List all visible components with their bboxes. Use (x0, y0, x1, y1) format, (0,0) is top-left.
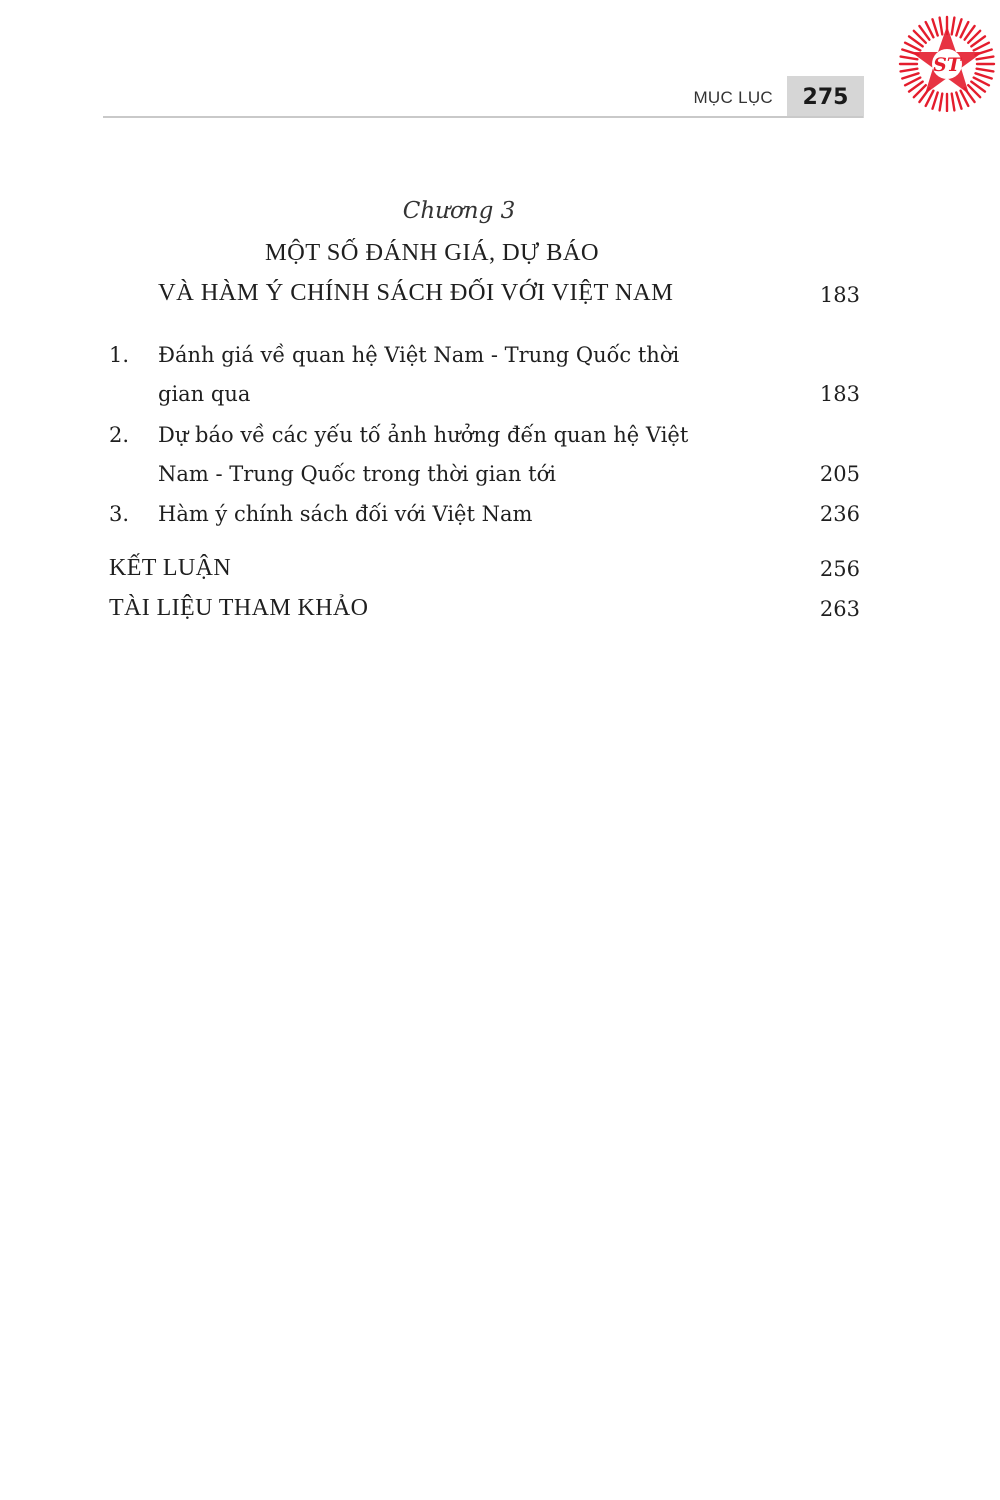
logo-ray (952, 18, 955, 35)
logo-ray (956, 19, 961, 35)
toc-entry-page: 183 (819, 382, 860, 406)
toc-entry-page: 205 (819, 462, 860, 486)
toc-entry-number: 3. (109, 502, 130, 526)
toc-entry-number: 2. (109, 423, 130, 447)
logo-ray (956, 93, 961, 109)
star-logo-icon (897, 12, 997, 112)
toc-entry-text-continued: Nam - Trung Quốc trong thời gian tới (158, 462, 556, 486)
logo-ray (976, 73, 992, 78)
logo-ray (952, 94, 955, 111)
toc-conclusion-page: 256 (819, 557, 860, 581)
chapter-title-line-1: MỘT SỐ ĐÁNH GIÁ, DỰ BÁO (265, 239, 600, 266)
logo-ray (901, 69, 918, 72)
logo-ray (940, 94, 943, 111)
toc-entry-text: Đánh giá về quan hệ Việt Nam - Trung Quốc thời (158, 343, 680, 367)
chapter-title-line-2: VÀ HÀM Ý CHÍNH SÁCH ĐỐI VỚI VIỆT NAM (158, 279, 674, 306)
chapter-page-number: 183 (819, 283, 860, 307)
toc-conclusion: KẾT LUẬN (109, 555, 232, 581)
page-number-box (787, 76, 864, 118)
logo-ray (940, 18, 943, 35)
toc-entry-number: 1. (109, 343, 130, 367)
publisher-star-logo (897, 12, 997, 112)
running-header-label: MỤC LỤC (693, 88, 773, 107)
page-number: 275 (802, 84, 849, 110)
logo-ray (977, 69, 994, 72)
logo-ray (901, 57, 918, 60)
toc-entry-text: Dự báo về các yếu tố ảnh hưởng đến quan hệ Việt (158, 423, 689, 447)
toc-references-page: 263 (819, 597, 860, 621)
chapter-label: Chương 3 (402, 198, 516, 224)
svg-text:ST: ST (933, 54, 961, 76)
logo-ray (933, 93, 938, 109)
toc-entry-text: Hàm ý chính sách đối với Việt Nam (158, 502, 533, 526)
logo-ray (902, 73, 918, 78)
header-divider (103, 116, 863, 118)
toc-entry-text-continued: gian qua (158, 382, 251, 406)
toc-entry-page: 236 (819, 502, 860, 526)
logo-ray (977, 57, 994, 60)
logo-ray (933, 19, 938, 35)
toc-references: TÀI LIỆU THAM KHẢO (109, 595, 369, 621)
